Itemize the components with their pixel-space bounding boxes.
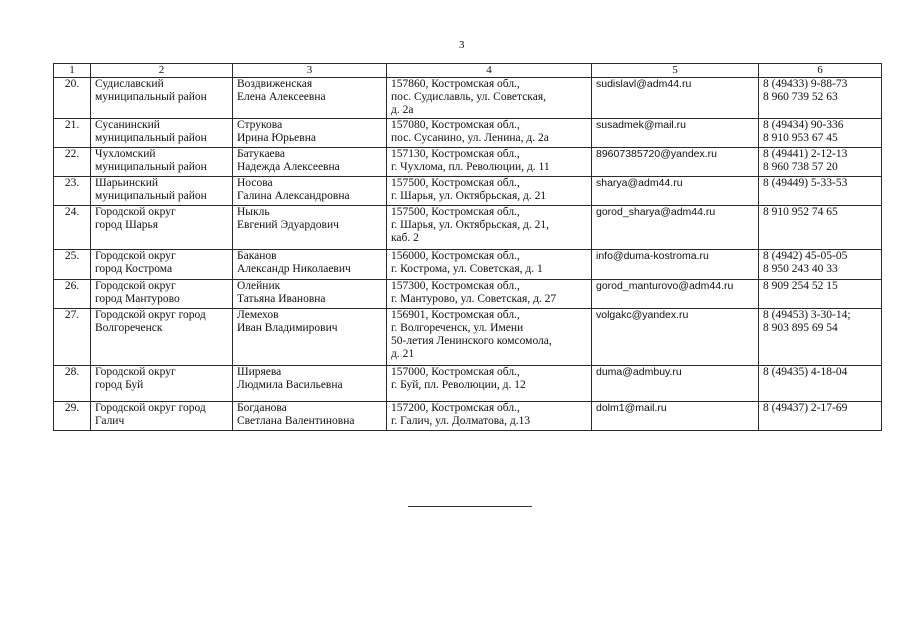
phone-number: 8 960 738 57 20 xyxy=(763,161,838,173)
person-given-names: Евгений Эдуардович xyxy=(237,219,339,231)
address-line: г. Мантурово, ул. Советская, д. 27 xyxy=(391,293,557,305)
person-surname: Богданова xyxy=(237,402,287,414)
address-cell xyxy=(387,206,592,250)
person-given-names: Елена Алексеевна xyxy=(237,91,326,103)
district-line: Городской округ xyxy=(95,250,176,262)
person-surname: Носова xyxy=(237,177,273,189)
closing-rule xyxy=(408,506,532,507)
email-link[interactable]: susadmek@mail.ru xyxy=(596,119,687,131)
email-cell xyxy=(592,78,759,119)
email-link[interactable]: dolm1@mail.ru xyxy=(596,402,667,414)
district-line: Волгореченск xyxy=(95,322,163,334)
phone-cell xyxy=(759,250,882,280)
row-number: 29. xyxy=(54,402,91,431)
address-cell xyxy=(387,280,592,309)
person-cell xyxy=(233,366,387,402)
address-cell xyxy=(387,402,592,431)
district-cell xyxy=(91,206,233,250)
phone-cell xyxy=(759,78,882,119)
person-surname: Ныкль xyxy=(237,206,270,218)
district-cell xyxy=(91,78,233,119)
address-line: 156000, Костромская обл., xyxy=(391,250,520,262)
row-number: 26. xyxy=(54,280,91,309)
address-line: 157000, Костромская обл., xyxy=(391,366,520,378)
person-given-names: Татьяна Ивановна xyxy=(237,293,326,305)
phone-number: 8 (4942) 45-05-05 xyxy=(763,250,848,262)
address-line: 157130, Костромская обл., xyxy=(391,148,520,160)
phone-cell xyxy=(759,177,882,206)
person-cell xyxy=(233,148,387,177)
table-row xyxy=(54,366,882,402)
address-line: г. Шарья, ул. Октябрьская, д. 21, xyxy=(391,219,550,231)
address-line: 157300, Костромская обл., xyxy=(391,280,520,292)
row-number: 28. xyxy=(54,366,91,402)
address-line: 50-летия Ленинского комсомола, xyxy=(391,335,552,347)
column-number: 2 xyxy=(91,64,233,78)
address-line: г. Галич, ул. Долматова, д.13 xyxy=(391,415,531,427)
column-number: 6 xyxy=(759,64,882,78)
district-cell xyxy=(91,250,233,280)
person-cell xyxy=(233,280,387,309)
phone-number: 8 (49434) 90-336 xyxy=(763,119,844,131)
row-number: 21. xyxy=(54,119,91,148)
phone-cell xyxy=(759,402,882,431)
person-given-names: Александр Николаевич xyxy=(237,263,351,275)
phone-number: 8 910 953 67 45 xyxy=(763,132,838,144)
table-row xyxy=(54,402,882,431)
email-link[interactable]: sharya@adm44.ru xyxy=(596,177,683,189)
column-number: 3 xyxy=(233,64,387,78)
email-cell xyxy=(592,250,759,280)
email-cell xyxy=(592,280,759,309)
person-cell xyxy=(233,402,387,431)
person-surname: Баканов xyxy=(237,250,277,262)
district-line: город Шарья xyxy=(95,219,159,231)
person-cell xyxy=(233,206,387,250)
district-cell xyxy=(91,119,233,148)
district-line: муниципальный район xyxy=(95,161,207,173)
phone-number: 8 (49441) 2-12-13 xyxy=(763,148,848,160)
district-cell xyxy=(91,148,233,177)
column-number: 4 xyxy=(387,64,592,78)
column-number-row xyxy=(54,64,882,78)
table-row xyxy=(54,280,882,309)
table-row xyxy=(54,119,882,148)
address-line: пос. Судиславль, ул. Советская, xyxy=(391,91,546,103)
district-line: Сусанинский xyxy=(95,119,160,131)
district-line: Городской округ город xyxy=(95,309,206,321)
email-link[interactable]: volgakc@yandex.ru xyxy=(596,309,689,321)
district-line: Судиславский xyxy=(95,78,164,90)
address-line: д. 2а xyxy=(391,104,414,116)
phone-cell xyxy=(759,148,882,177)
row-number: 22. xyxy=(54,148,91,177)
address-line: 157500, Костромская обл., xyxy=(391,177,520,189)
address-line: 156901, Костромская обл., xyxy=(391,309,520,321)
address-line: г. Буй, пл. Революции, д. 12 xyxy=(391,379,526,391)
phone-number: 8 960 739 52 63 xyxy=(763,91,838,103)
district-cell xyxy=(91,309,233,366)
district-cell xyxy=(91,280,233,309)
email-link[interactable]: duma@admbuy.ru xyxy=(596,366,682,378)
person-given-names: Галина Александровна xyxy=(237,190,350,202)
table-row xyxy=(54,309,882,366)
email-link[interactable]: info@duma-kostroma.ru xyxy=(596,250,709,262)
email-cell xyxy=(592,402,759,431)
person-surname: Воздвиженская xyxy=(237,78,313,90)
address-line: 157860, Костромская обл., xyxy=(391,78,520,90)
person-cell xyxy=(233,78,387,119)
address-cell xyxy=(387,366,592,402)
district-cell xyxy=(91,366,233,402)
table-row xyxy=(54,250,882,280)
phone-cell xyxy=(759,366,882,402)
district-line: Галич xyxy=(95,415,125,427)
address-cell xyxy=(387,309,592,366)
address-line: г. Волгореченск, ул. Имени xyxy=(391,322,524,334)
table-row xyxy=(54,177,882,206)
row-number: 25. xyxy=(54,250,91,280)
person-surname: Ширяева xyxy=(237,366,282,378)
address-cell xyxy=(387,148,592,177)
district-line: город Кострома xyxy=(95,263,173,275)
person-given-names: Людмила Васильевна xyxy=(237,379,343,391)
phone-number: 8 (49433) 9-88-73 xyxy=(763,78,848,90)
row-number: 20. xyxy=(54,78,91,119)
person-cell xyxy=(233,309,387,366)
district-line: Городской округ xyxy=(95,366,176,378)
column-number: 1 xyxy=(54,64,91,78)
row-number: 24. xyxy=(54,206,91,250)
email-cell xyxy=(592,148,759,177)
address-cell xyxy=(387,78,592,119)
address-line: г. Чухлома, пл. Революции, д. 11 xyxy=(391,161,550,173)
page-number: 3 xyxy=(459,39,465,51)
address-line: д. 21 xyxy=(391,348,415,360)
district-line: Городской округ xyxy=(95,280,176,292)
contacts-table xyxy=(53,63,882,431)
phone-cell xyxy=(759,309,882,366)
phone-number: 8 950 243 40 33 xyxy=(763,263,838,275)
row-number: 23. xyxy=(54,177,91,206)
district-line: город Мантурово xyxy=(95,293,180,305)
address-line: 157500, Костромская обл., xyxy=(391,206,520,218)
person-given-names: Надежда Алексеевна xyxy=(237,161,340,173)
phone-number: 8 (49453) 3-30-14; xyxy=(763,309,851,321)
district-cell xyxy=(91,402,233,431)
person-surname: Струкова xyxy=(237,119,283,131)
district-line: Городской округ xyxy=(95,206,176,218)
address-cell xyxy=(387,250,592,280)
column-number: 5 xyxy=(592,64,759,78)
person-surname: Лемехов xyxy=(237,309,279,321)
phone-number: 8 909 254 52 15 xyxy=(763,280,838,292)
phone-number: 8 (49437) 2-17-69 xyxy=(763,402,848,414)
email-cell xyxy=(592,366,759,402)
phone-cell xyxy=(759,206,882,250)
district-line: муниципальный район xyxy=(95,190,207,202)
phone-cell xyxy=(759,119,882,148)
person-cell xyxy=(233,177,387,206)
email-link[interactable]: gorod_sharya@adm44.ru xyxy=(596,206,716,218)
person-surname: Олейник xyxy=(237,280,281,292)
address-line: пос. Сусанино, ул. Ленина, д. 2а xyxy=(391,132,549,144)
email-link[interactable]: 89607385720@yandex.ru xyxy=(596,148,718,160)
person-cell xyxy=(233,250,387,280)
address-cell xyxy=(387,177,592,206)
email-cell xyxy=(592,309,759,366)
person-given-names: Иван Владимирович xyxy=(237,322,338,334)
email-link[interactable]: sudislavl@adm44.ru xyxy=(596,78,692,90)
phone-number: 8 (49449) 5-33-53 xyxy=(763,177,848,189)
table-row xyxy=(54,148,882,177)
table-row xyxy=(54,78,882,119)
address-cell xyxy=(387,119,592,148)
email-link[interactable]: gorod_manturovo@adm44.ru xyxy=(596,280,734,292)
district-line: муниципальный район xyxy=(95,91,207,103)
phone-number: 8 903 895 69 54 xyxy=(763,322,838,334)
person-cell xyxy=(233,119,387,148)
phone-number: 8 910 952 74 65 xyxy=(763,206,838,218)
email-cell xyxy=(592,177,759,206)
district-line: Городской округ город xyxy=(95,402,206,414)
address-line: 157080, Костромская обл., xyxy=(391,119,520,131)
address-line: г. Шарья, ул. Октябрьская, д. 21 xyxy=(391,190,547,202)
phone-number: 8 (49435) 4-18-04 xyxy=(763,366,848,378)
row-number: 27. xyxy=(54,309,91,366)
district-line: Чухломский xyxy=(95,148,156,160)
district-line: город Буй xyxy=(95,379,144,391)
district-cell xyxy=(91,177,233,206)
email-cell xyxy=(592,119,759,148)
phone-cell xyxy=(759,280,882,309)
person-given-names: Светлана Валентиновна xyxy=(237,415,355,427)
person-given-names: Ирина Юрьевна xyxy=(237,132,316,144)
district-line: муниципальный район xyxy=(95,132,207,144)
person-surname: Батукаева xyxy=(237,148,286,160)
address-line: каб. 2 xyxy=(391,232,419,244)
table-row xyxy=(54,206,882,250)
address-line: 157200, Костромская обл., xyxy=(391,402,520,414)
district-line: Шарьинский xyxy=(95,177,159,189)
email-cell xyxy=(592,206,759,250)
address-line: г. Кострома, ул. Советская, д. 1 xyxy=(391,263,543,275)
